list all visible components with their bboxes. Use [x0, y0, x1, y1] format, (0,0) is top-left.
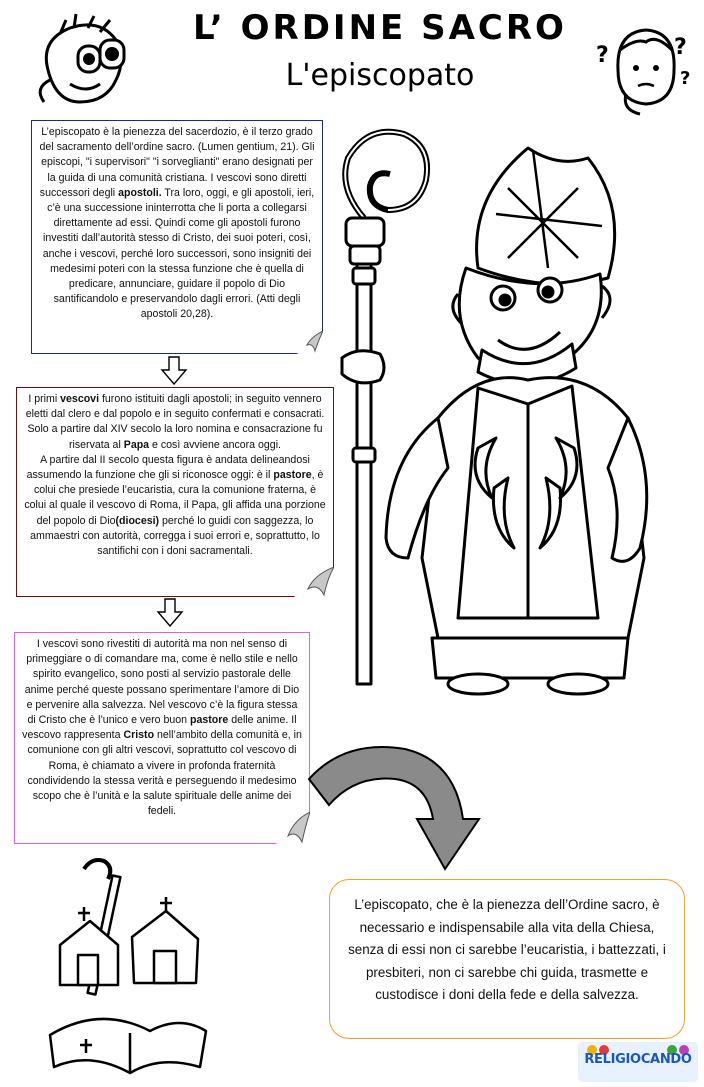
box3-bold-cristo: Cristo — [123, 729, 155, 742]
box2-bold-pastore: pastore — [273, 469, 312, 482]
summary-text: L’episcopato, che è la pienezza dell’Ordine sacro, è necessario e indispensabile alla vita della Chiesa, senza di essi non ci sarebbe l’eucaristia, i battezzati, i presbiteri, non ci sarebbe chi guida, trasmette e custodisce i doni della fede e della salvezza. — [348, 897, 666, 1002]
box2-text: , è colui che presiede l’eucaristia, cura la comunione fraterna, è colui al quale il vescovo di Roma, il Papa, gli affida una porzione del popolo di Dio — [24, 469, 326, 527]
text-box-primi-vescovi — [16, 387, 334, 597]
text-box-vescovi-autorita — [14, 632, 310, 844]
box3-text: I vescovi sono rivestiti di autorità ma non nel senso di primeggiare o di comandare ma, come è nello stile e nello spirito evangelico, sono posti al servizio pastorale delle anime perché queste possano sperimentare l’amore di Dio e pervenire alla salvezza. Nel vescovo c’è la figura stessa di Cristo che è l’unico e vero buon — [24, 638, 300, 727]
box2-text: A partire dal II secolo questa figura è andata delineandosi assumendo la funzione che gli si riconosce oggi: è il — [26, 453, 310, 482]
page-fold-icon — [297, 331, 323, 354]
down-arrow-icon — [156, 598, 184, 628]
page-subtitle: L'episcopato — [285, 58, 475, 93]
curved-arrow-icon — [305, 735, 485, 875]
box3-bold-pastore: pastore — [189, 714, 229, 727]
churches-book-illustration — [40, 855, 210, 1080]
text-box-episcopato — [31, 120, 323, 354]
svg-text:?: ? — [596, 43, 609, 68]
box2-text: I primi — [28, 393, 61, 405]
svg-text:?: ? — [674, 35, 687, 60]
box2-paragraph-2 — [23, 453, 327, 559]
box2-text: furono istituiti dagli apostoli; in seguito vennero eletti dal clero e dal popolo e in seguito confermati e consacrati. Solo a partire dal XIV secolo la loro nomina e consacrazione fu riservata al — [25, 393, 325, 451]
box3-text: nell’ambito della comunità e, in comunione con gli altri vescovi, soprattutto col vescovo di Roma, è chiamato a vivere in profonda fraternità condividendo la stessa verità e perseguendo il medesimo scopo che è l’unità e la salute spirituale delle anime dei fedeli. — [27, 729, 302, 818]
summary-box — [329, 879, 685, 1039]
box1-text-a: L’episcopato è la pienezza del sacerdozio, è il terzo grado del sacramento dell’ordine sacro. (Lumen gentium, 21). Gli episcopi, "i supervisori" "i sorveglianti" erano designati per la guida di una comunità cristiana. I vescovi sono diretti successori degli — [39, 126, 315, 199]
binoculars-kid-illustration — [30, 10, 136, 110]
svg-text:?: ? — [680, 68, 691, 89]
down-arrow-icon — [160, 356, 188, 386]
box2-text: perché lo guidi con saggezza, lo ammaestri con autorità, corregga i suoi errori e, soprattutto, lo santifichi con i doni sacramentali. — [30, 514, 320, 558]
box3-text: delle anime. Il vescovo rappresenta — [22, 714, 297, 742]
box2-paragraph-1 — [23, 392, 327, 453]
box1-bold-apostoli: apostoli. — [118, 186, 162, 199]
box2-bold-papa: Papa — [123, 438, 150, 451]
bishop-illustration — [328, 118, 668, 698]
box1-text-b: Tra loro, oggi, e gli apostoli, ieri, c’è una successione ininterrotta che li porta a collegarsi direttamente ad essi. Quindi come gli apostoli furono investiti dall’autorità stesso di Cristo, dei suoi poteri, così, anche i vescovi, perché loro successori, sono insigniti dei medesimi poteri con la stessa funzione che è quella di predicare, annunciare, guidare il popolo di Dio santificandolo e preservandolo dagli errori. (Atti degli apostoli 20,28). — [42, 186, 315, 321]
box2-text: e così avviene ancora oggi. — [149, 438, 281, 451]
page-title: L’ ORDINE SACRO — [193, 8, 567, 48]
logo-text: RELIGIOCANDO — [584, 1052, 692, 1067]
box2-bold-diocesi: (diocesi) — [115, 514, 160, 527]
box1-paragraph — [38, 125, 316, 323]
box2-bold-vescovi: vescovi — [60, 393, 100, 405]
thinking-kid-illustration — [596, 24, 696, 118]
box3-paragraph — [21, 637, 303, 819]
religiocando-logo — [578, 1042, 698, 1082]
